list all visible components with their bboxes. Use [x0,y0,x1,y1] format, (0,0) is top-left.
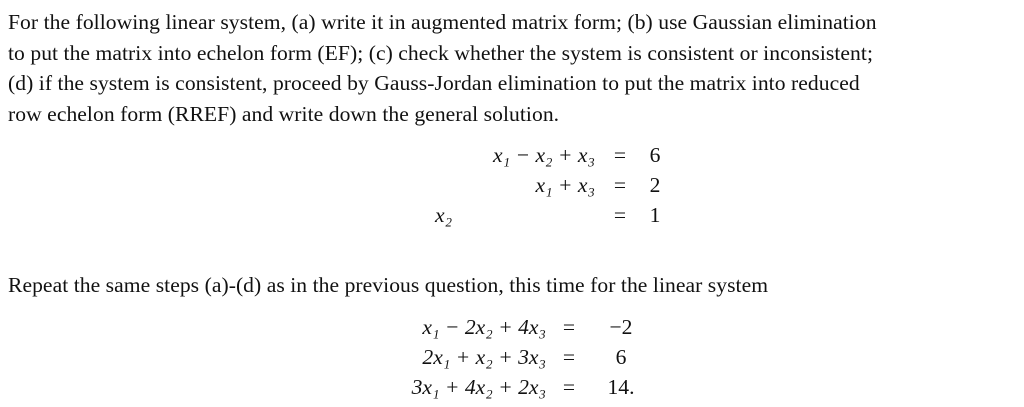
question-1-text [8,7,1012,129]
equation-rhs: 1 [649,203,661,227]
equals-sign: = [562,345,576,369]
equation-row [385,170,665,200]
equation-rhs: 2 [649,173,661,197]
equation-row [385,200,665,230]
equation-lhs: x₁ − 2x₂ + 4x₃ [422,315,546,339]
question-2-line: Repeat the same steps (a)-(d) as in the previous question, this time for the linear system [8,273,769,297]
equation-rhs: −2 [609,315,633,339]
equation-lhs: x₁ − x₂ + x₃ [492,143,595,167]
equals-sign: = [562,315,576,339]
equation-rhs: 14. [607,375,635,399]
equation-row [352,372,650,402]
equation-rhs: 6 [649,143,661,167]
equals-sign: = [613,173,627,197]
equation-lhs: x₁ + x₃ [535,173,595,197]
question-1-line-3: (d) if the system is consistent, proceed by Gauss-Jordan elimination to put the matrix into reduced [8,71,860,95]
linear-system-2 [352,312,650,402]
question-2-text [8,270,768,301]
equals-sign: = [613,143,627,167]
equation-lhs: 2x₁ + x₂ + 3x₃ [422,345,546,369]
equation-row [352,312,650,342]
equals-sign: = [562,375,576,399]
equals-sign: = [613,203,627,227]
linear-system-1 [385,140,665,230]
equation-row [352,342,650,372]
question-1-line-4: row echelon form (RREF) and write down the general solution. [8,101,560,126]
equation-rhs: 6 [615,345,627,369]
equation-row [385,140,665,170]
equation-lhs: x₂ [435,203,453,227]
equation-lhs: 3x₁ + 4x₂ + 2x₃ [411,375,546,399]
question-1-line-1: For the following linear system, (a) write it in augmented matrix form; (b) use Gaussian elimination [8,10,877,34]
question-1-line-2: to put the matrix into echelon form (EF); (c) check whether the system is consistent or inconsistent; [8,40,873,65]
